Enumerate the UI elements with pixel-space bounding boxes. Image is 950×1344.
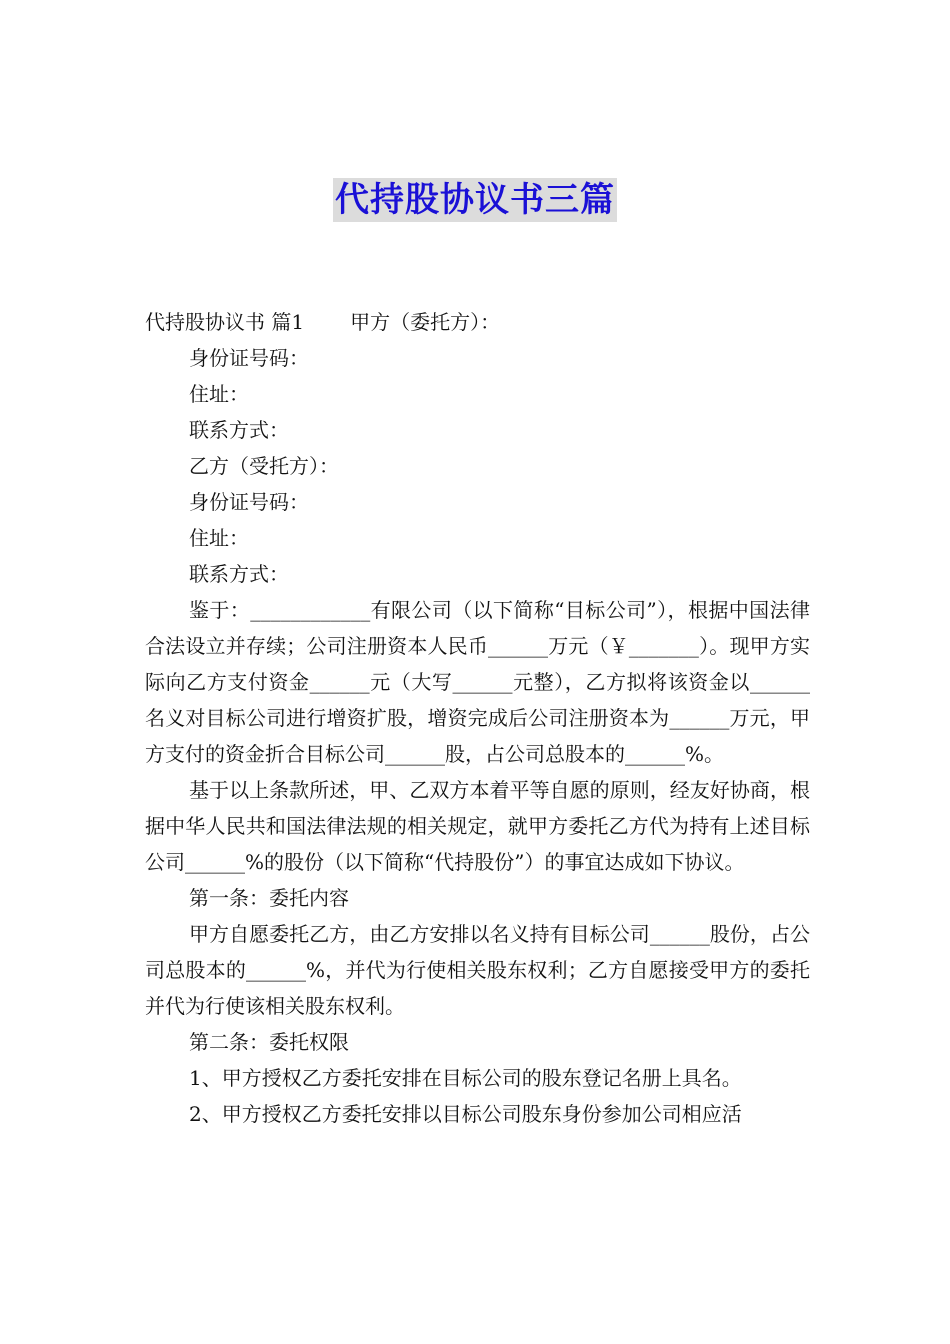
party-a-label: 甲方（委托方）： [350, 310, 501, 334]
recital-paragraph: 鉴于：____________有限公司（以下简称“目标公司”），根据中国法律合法设立并存续；公司注册资本人民币______万元（￥_______）。现甲方实际向乙方支付资金______元（大写______元整），乙方拟将该资金以______名义对目标公司进行增资扩股，增资完成后公司注册资本为______万元，甲方支付的资金折合目标公司______股，占公司总股本的______%。 [145, 598, 810, 766]
party-a-contact-field: 联系方式： [189, 418, 289, 442]
party-a-address-field: 住址： [189, 382, 249, 406]
article-2-item-2: 2、甲方授权乙方委托安排以目标公司股东身份参加公司相应活 [189, 1102, 742, 1126]
article-1-text: 甲方自愿委托乙方，由乙方安排以名义持有目标公司______股份，占公司总股本的______%，并代为行使相关股东权利；乙方自愿接受甲方的委托并代为行使该相关股东权利。 [145, 922, 810, 1018]
article-1-heading: 第一条：委托内容 [189, 886, 349, 910]
document-title-block [0, 178, 950, 222]
party-b-contact-field: 联系方式： [189, 562, 289, 586]
agreement-part-label: 代持股协议书 篇1 [145, 310, 305, 334]
party-b-label: 乙方（受托方）： [189, 454, 339, 478]
header-line [145, 304, 810, 340]
article-2-heading: 第二条：委托权限 [189, 1030, 349, 1054]
article-2-item-1: 1、甲方授权乙方委托安排在目标公司的股东登记名册上具名。 [189, 1066, 742, 1090]
document-body [145, 304, 810, 1132]
basis-paragraph: 基于以上条款所述，甲、乙双方本着平等自愿的原则，经友好协商，根据中华人民共和国法律法规的相关规定，就甲方委托乙方代为持有上述目标公司______%的股份（以下简称“代持股份”）的事宜达成如下协议。 [145, 778, 810, 874]
document-title: 代持股协议书三篇 [335, 180, 615, 220]
party-b-id-field: 身份证号码： [189, 490, 309, 514]
party-a-id-field: 身份证号码： [189, 346, 309, 370]
party-b-address-field: 住址： [189, 526, 249, 550]
